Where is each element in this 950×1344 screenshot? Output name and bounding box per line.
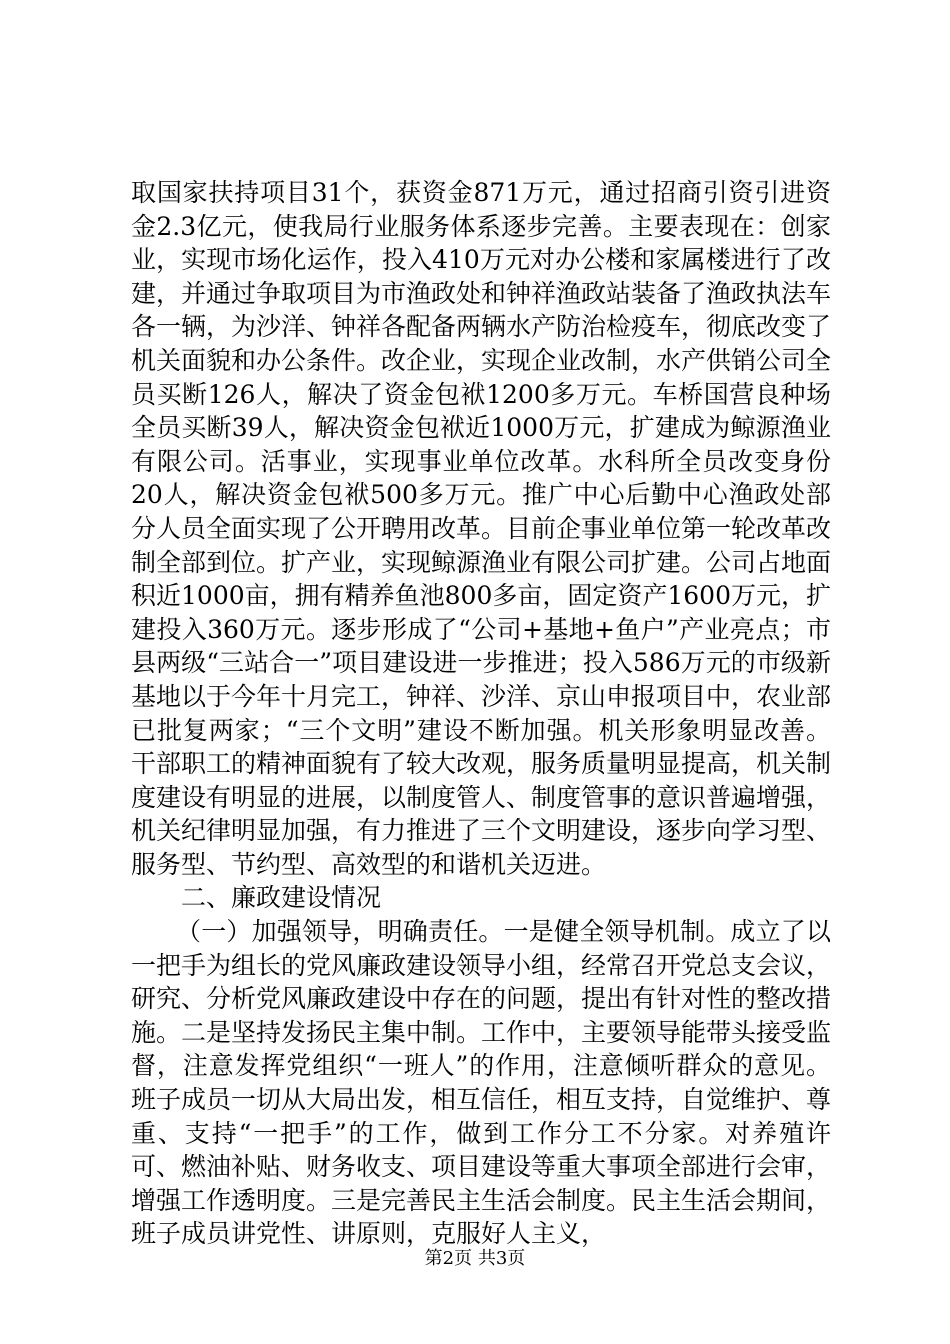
page-footer: 第2页 共3页 <box>424 1248 526 1269</box>
section-paragraph: （一）加强领导，明确责任。一是健全领导机制。成立了以一把手为组长的党风廉政建设领导小组，经常召开党总支会议，研究、分析党风廉政建设中存在的问题，提出有针对性的整改措施。二是坚持发扬民主集中制。工作中，主要领导能带头接受监督，注意发挥党组织“一班人”的作用，注意倾听群众的意见。班子成员一切从大局出发，相互信任，相互支持，自觉维护、尊重、支持“一把手”的工作，做到工作分工不分家。对养殖许可、燃油补贴、财务收支、项目建设等重大事项全部进行会审，增强工作透明度。三是完善民主生活会制度。民主生活会期间，班子成员讲党性、讲原则，克服好人主义， <box>131 917 832 1249</box>
body-paragraph: 取国家扶持项目31个，获资金871万元，通过招商引资引进资金2.3亿元，使我局行业服务体系逐步完善。主要表现在：创家业，实现市场化运作，投入410万元对办公楼和家属楼进行了改建，并通过争取项目为市渔政处和钟祥渔政站装备了渔政执法车各一辆，为沙洋、钟祥各配备两辆水产防治检疫车，彻底改变了机关面貌和办公条件。改企业，实现企业改制，水产供销公司全员买断126人，解决了资金包袱1200多万元。车桥国营良种场全员买断39人，解决资金包袱近1000万元，扩建成为鲸源渔业有限公司。活事业，实现事业单位改革。水科所全员改变身份20人，解决资金包袱500多万元。推广中心后勤中心渔政处部分人员全面实现了公开聘用改革。目前企事业单位第一轮改革改制全部到位。扩产业，实现鲸源渔业有限公司扩建。公司占地面积近1000亩，拥有精养鱼池800多亩，固定资产1600万元，扩建投入360万元。逐步形成了“公司+基地+鱼户”产业亮点；市县两级“三站合一”项目建设进一步推进；投入586万元的市级新基地以于今年十月完工，钟祥、沙洋、京山申报项目中，农业部已批复两家；“三个文明”建设不断加强。机关形象明显改善。干部职工的精神面貌有了较大改观，服务质量明显提高，机关制度建设有明显的进展，以制度管人、制度管事的意识普遍增强，机关纪律明显加强，有力推进了三个文明建设，逐步向学习型、服务型、节约型、高效型的和谐机关迈进。 <box>131 178 832 879</box>
section-heading: 二、廉政建设情况 <box>181 883 382 913</box>
document-body <box>131 176 831 1251</box>
